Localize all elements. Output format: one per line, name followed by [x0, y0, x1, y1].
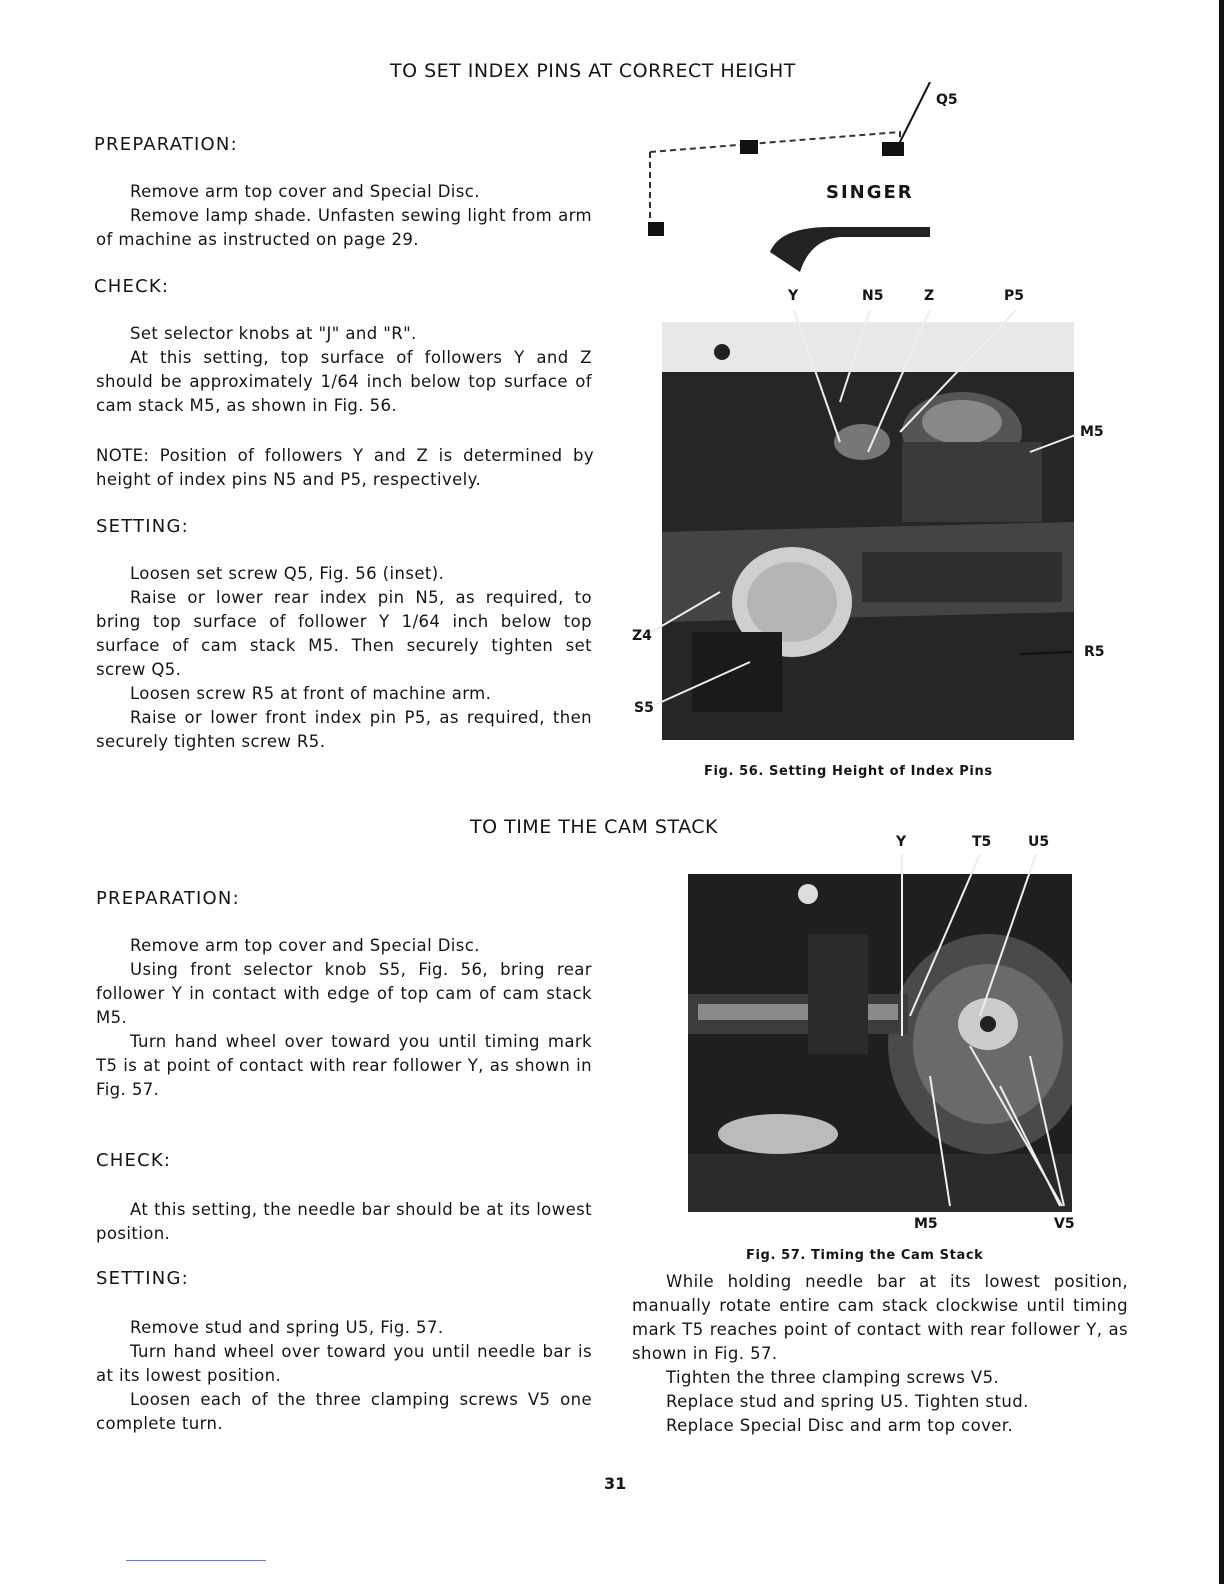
s2-prep-p2: Using front selector knob S5, Fig. 56, bring rear follower Y in contact with edge of top cam of cam stack M5.: [96, 960, 592, 1027]
s2-check-p1: At this setting, the needle bar should be at its lowest position.: [96, 1200, 592, 1243]
fig57-label-u5: U5: [1028, 834, 1050, 850]
fig56-label-z: Z: [924, 288, 935, 304]
s2-set-p1: Remove stud and spring U5, Fig. 57.: [130, 1318, 444, 1337]
fig56-label-q5: Q5: [936, 92, 958, 108]
s1-prep-p2: Remove lamp shade. Unfasten sewing light from arm of machine as instructed on page 29.: [96, 206, 592, 249]
s2-set-p3: Loosen each of the three clamping screws V5 one complete turn.: [96, 1390, 592, 1433]
footer-rule: [126, 1560, 266, 1561]
page-edge-rule: [1219, 0, 1224, 1584]
s2-cont-p3: Replace stud and spring U5. Tighten stud.: [666, 1392, 1029, 1411]
fig56-label-z4: Z4: [632, 628, 652, 644]
s2-preparation-heading: PREPARATION:: [96, 888, 240, 909]
s2-setting-text: [96, 1316, 592, 1436]
s1-set-p2: Raise or lower rear index pin N5, as required, to bring top surface of follower Y 1/64 inch below top surface of cam stack M5. Then securely tighten set screw Q5.: [96, 588, 592, 679]
s2-setting-heading: SETTING:: [96, 1268, 189, 1289]
s1-setting-text: [96, 562, 592, 754]
fig57-label-y: Y: [896, 834, 907, 850]
s2-continued-text: [632, 1270, 1128, 1438]
fig57-label-t5: T5: [972, 834, 992, 850]
fig56-label-y: Y: [788, 288, 799, 304]
s2-prep-p3: Turn hand wheel over toward you until timing mark T5 is at point of contact with rear follower Y, as shown in Fig. 57.: [96, 1032, 592, 1099]
s1-check-p2: At this setting, top surface of followers Y and Z should be approximately 1/64 inch below top surface of cam stack M5, as shown in Fig. 56.: [96, 348, 592, 415]
fig56-leaders: [600, 282, 1120, 802]
s2-cont-p4: Replace Special Disc and arm top cover.: [666, 1416, 1014, 1435]
fig56-label-s5: S5: [634, 700, 654, 716]
s1-preparation-text: [96, 180, 592, 252]
fig56-label-m5: M5: [1080, 424, 1104, 440]
page-number: 31: [604, 1474, 627, 1493]
s2-cont-p2: Tighten the three clamping screws V5.: [666, 1368, 1000, 1387]
s1-check-heading: CHECK:: [94, 276, 170, 297]
fig56-label-n5: N5: [862, 288, 884, 304]
fig57-label-v5: V5: [1054, 1216, 1075, 1232]
section1-title: TO SET INDEX PINS AT CORRECT HEIGHT: [390, 60, 796, 82]
s1-check-p1: Set selector knobs at "J" and "R".: [130, 324, 417, 343]
s2-prep-p1: Remove arm top cover and Special Disc.: [130, 936, 480, 955]
fig57-caption: Fig. 57. Timing the Cam Stack: [746, 1248, 984, 1263]
fig56-caption: Fig. 56. Setting Height of Index Pins: [704, 764, 993, 779]
figure-56: [600, 82, 1120, 779]
fig56-label-p5: P5: [1004, 288, 1025, 304]
s2-check-heading: CHECK:: [96, 1150, 172, 1171]
s1-check-text: [96, 322, 592, 418]
fig57-label-m5: M5: [914, 1216, 938, 1232]
s1-prep-p1: Remove arm top cover and Special Disc.: [130, 182, 480, 201]
s1-set-p1: Loosen set screw Q5, Fig. 56 (inset).: [130, 564, 445, 583]
section2-title: TO TIME THE CAM STACK: [470, 816, 718, 838]
s1-preparation-heading: PREPARATION:: [94, 134, 238, 155]
s1-note: NOTE: Position of followers Y and Z is determined by height of index pins N5 and P5, respectively.: [96, 446, 594, 489]
s2-preparation-text: [96, 934, 592, 1102]
fig57-leaders: [600, 826, 1120, 1266]
fig56-label-r5: R5: [1084, 644, 1105, 660]
s1-setting-heading: SETTING:: [96, 516, 189, 537]
s1-set-p3: Loosen screw R5 at front of machine arm.: [130, 684, 492, 703]
s2-check-text: [96, 1198, 592, 1246]
q5-leader: [900, 82, 930, 142]
s2-cont-p1: While holding needle bar at its lowest position, manually rotate entire cam stack clockwise until timing mark T5 reaches point of contact with rear follower Y, as shown in Fig. 57.: [632, 1272, 1128, 1363]
singer-brand-text: SINGER: [826, 182, 914, 203]
s1-set-p4: Raise or lower front index pin P5, as required, then securely tighten screw R5.: [96, 708, 592, 751]
s2-set-p2: Turn hand wheel over toward you until needle bar is at its lowest position.: [96, 1342, 592, 1385]
figure-57: [600, 826, 1120, 1266]
